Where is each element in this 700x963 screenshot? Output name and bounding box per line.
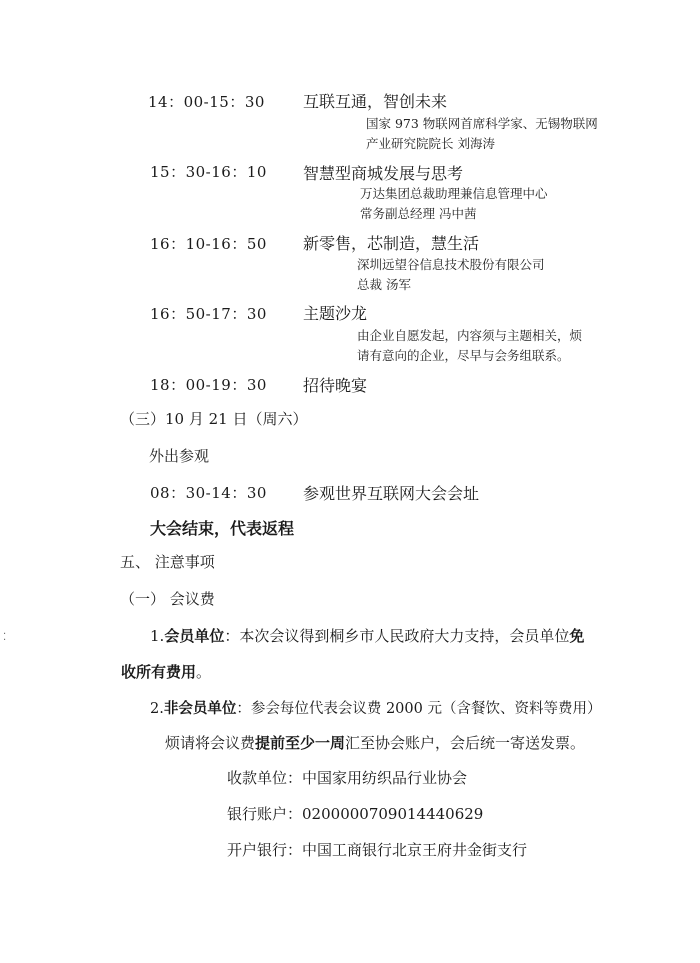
schedule-detail: 产业研究院院长 刘海涛: [366, 136, 495, 151]
schedule-title: 智慧型商城发展与思考: [303, 164, 464, 183]
account-row: [227, 803, 483, 824]
schedule-time: 18：00-19：30: [150, 376, 267, 394]
schedule-detail: 由企业自愿发起，内容须与主题相关，烦: [357, 328, 583, 343]
bank-row: [227, 839, 527, 860]
member-fee-line: [150, 625, 584, 646]
member-unit-text: ：本次会议得到桐乡市人民政府大力支持，会员单位: [224, 627, 570, 645]
deadline-text: 提前至少一周: [255, 734, 346, 752]
item-number: 2.: [150, 701, 164, 717]
member-unit-bold-tail: 免: [569, 627, 585, 645]
day3-subheading: 外出参观: [149, 447, 210, 465]
bank-label: 开户银行：: [227, 841, 303, 859]
schedule-title: 主题沙龙: [303, 304, 368, 323]
day3-heading: （三）10 月 21 日（周六）: [120, 410, 308, 428]
schedule-detail: 深圳远望谷信息技术股份有限公司: [357, 257, 545, 272]
payee-value: 中国家用纺织品行业协会: [302, 769, 468, 787]
nonmember-fee-line2: [165, 732, 585, 753]
schedule-title: 互联互通，智创未来: [303, 92, 448, 111]
nonmember-unit-text: ：参会每位代表会议费 2000 元（含餐饮、资料等费用）: [236, 701, 602, 717]
text-b: 汇至协会账户，会后统一寄送发票。: [345, 734, 586, 752]
schedule-detail: 总裁 汤军: [357, 277, 411, 292]
schedule-detail: 常务副总经理 冯中茜: [360, 206, 477, 221]
punct: 。: [196, 663, 212, 681]
schedule-title: 招待晚宴: [303, 376, 368, 395]
subsection-heading: （一） 会议费: [120, 590, 215, 608]
section-heading: 五、 注意事项: [120, 553, 215, 571]
scan-mark: ⁚: [3, 632, 7, 643]
schedule-time: 16：10-16：50: [150, 235, 267, 253]
account-label: 银行账户：: [227, 805, 303, 823]
day3-title: 参观世界互联网大会会址: [303, 484, 480, 503]
nonmember-unit-label: 非会员单位: [163, 700, 237, 717]
text-a: 烦请将会议费: [165, 734, 256, 752]
schedule-time: 14：00-15：30: [148, 93, 265, 111]
schedule-time: 16：50-17：30: [150, 305, 267, 323]
closing-text: 大会结束，代表返程: [150, 519, 295, 538]
item-number: 1.: [150, 627, 165, 645]
payee-row: [227, 767, 467, 788]
nonmember-fee-line: [150, 697, 601, 718]
payee-label: 收款单位：: [227, 769, 303, 787]
schedule-title: 新零售，芯制造，慧生活: [303, 234, 480, 253]
account-value: 0200000709014440629: [302, 805, 484, 823]
member-free-text: 收所有费用: [121, 663, 197, 681]
schedule-time: 15：30-16：10: [150, 163, 267, 181]
member-fee-line2: [121, 661, 211, 682]
schedule-detail: 请有意向的企业，尽早与会务组联系。: [357, 348, 570, 363]
schedule-detail: 万达集团总裁助理兼信息管理中心: [360, 186, 548, 201]
bank-value: 中国工商银行北京王府井金街支行: [302, 841, 528, 859]
schedule-detail: 国家 973 物联网首席科学家、无锡物联网: [366, 116, 598, 131]
day3-time: 08：30-14：30: [150, 484, 267, 502]
member-unit-label: 会员单位: [164, 627, 225, 645]
